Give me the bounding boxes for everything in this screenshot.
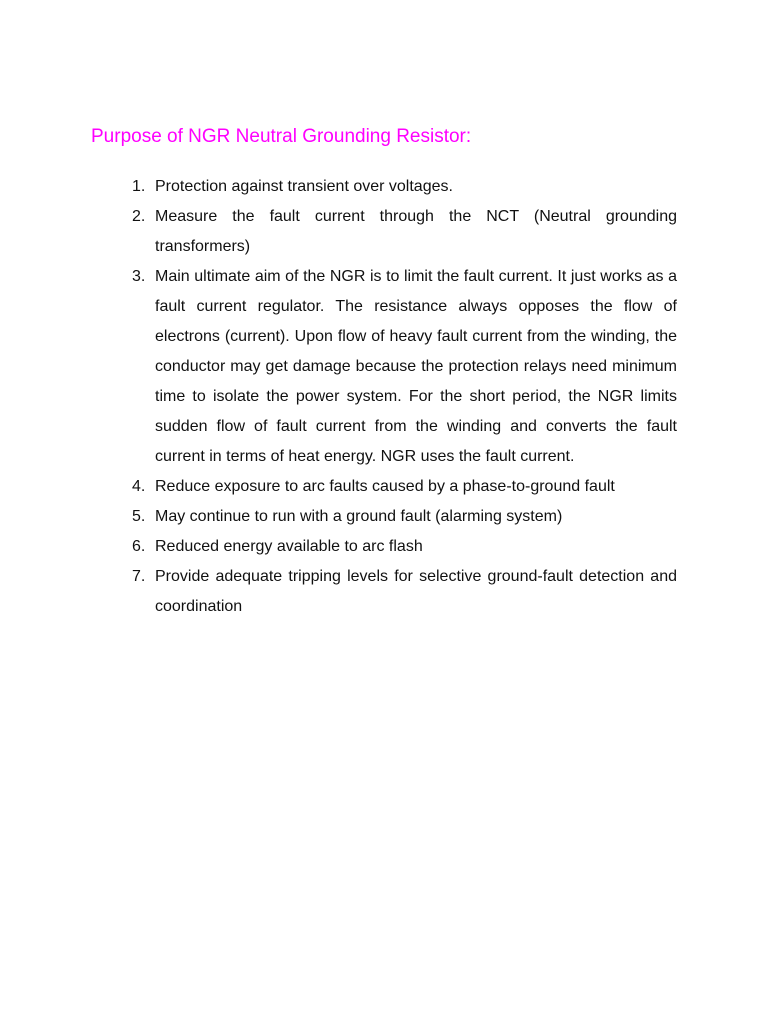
list-item bbox=[132, 202, 677, 262]
list-item-text: Provide adequate tripping levels for selective ground-fault detection and coordination bbox=[155, 568, 677, 615]
list-item-number: 1. bbox=[132, 178, 146, 195]
list-item-text: Reduce exposure to arc faults caused by a phase-to-ground fault bbox=[155, 478, 615, 495]
list-item bbox=[132, 262, 677, 472]
document-heading: Purpose of NGR Neutral Grounding Resistor: bbox=[91, 126, 472, 147]
list-item bbox=[132, 472, 677, 502]
list-item-text: Measure the fault current through the NCT (Neutral grounding transformers) bbox=[155, 208, 677, 255]
list-item-number: 5. bbox=[132, 508, 146, 525]
purpose-list bbox=[132, 172, 677, 622]
list-item bbox=[132, 532, 677, 562]
list-item-number: 4. bbox=[132, 478, 146, 495]
list-item-number: 6. bbox=[132, 538, 146, 555]
list-item-text: Protection against transient over voltages. bbox=[155, 178, 453, 195]
list-item-number: 2. bbox=[132, 208, 146, 225]
list-item bbox=[132, 172, 677, 202]
list-item-number: 3. bbox=[132, 268, 146, 285]
list-item bbox=[132, 502, 677, 532]
list-item-text: Main ultimate aim of the NGR is to limit the fault current. It just works as a fault current regulator. The resistance always opposes the flow of electrons (current). Upon flow of heavy fault current from the winding, the conductor may get damage because the protection relays need minimum time to isolate the power system. For the short period, the NGR limits sudden flow of fault current from the winding and converts the fault current in terms of heat energy. NGR uses the fault current. bbox=[155, 268, 677, 465]
list-item bbox=[132, 562, 677, 622]
list-item-text: Reduced energy available to arc flash bbox=[155, 538, 423, 555]
list-item-text: May continue to run with a ground fault (alarming system) bbox=[155, 508, 563, 525]
list-item-number: 7. bbox=[132, 568, 146, 585]
